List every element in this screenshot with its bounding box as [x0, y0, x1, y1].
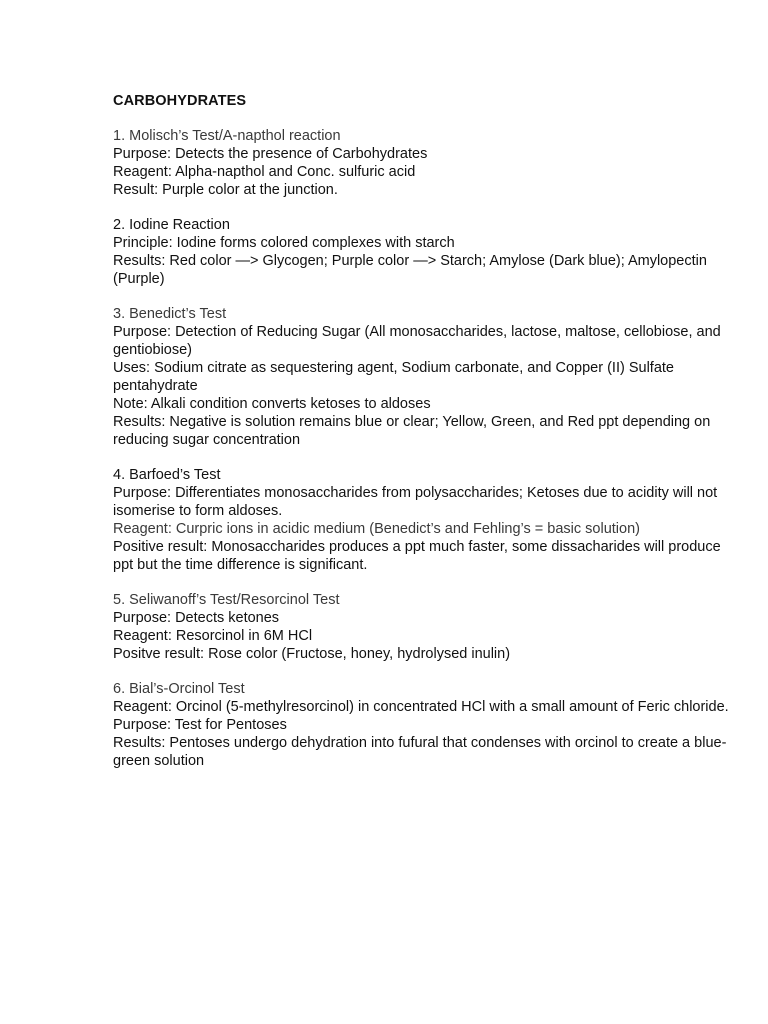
section-heading: 5. Seliwanoff’s Test/Resorcinol Test — [113, 592, 340, 608]
section-bial-orcinol-test — [113, 680, 733, 770]
section-line: Purpose: Test for Pentoses — [113, 717, 287, 733]
section-line: Results: Pentoses undergo dehydration into fufural that condenses with orcinol to create a blue-green solution — [113, 735, 727, 769]
section-line: Result: Purple color at the junction. — [113, 182, 338, 198]
document-title: CARBOHYDRATES — [113, 93, 247, 109]
section-line: Positve result: Rose color (Fructose, honey, hydrolysed inulin) — [113, 646, 511, 662]
section-line: Purpose: Detects the presence of Carbohydrates — [113, 146, 428, 162]
section-barfoed-test — [113, 466, 733, 574]
section-iodine-reaction — [113, 216, 733, 288]
section-line: Positive result: Monosaccharides produces a ppt much faster, some dissacharides will produce ppt but the time difference is significant. — [113, 539, 721, 573]
section-heading: 3. Benedict’s Test — [113, 306, 227, 322]
section-seliwanoff-test — [113, 591, 733, 663]
section-line: Note: Alkali condition converts ketoses to aldoses — [113, 396, 431, 412]
document-page — [113, 92, 733, 787]
section-line: Reagent: Curpric ions in acidic medium (Benedict’s and Fehling’s = basic solution) — [113, 521, 640, 537]
section-heading: 1. Molisch’s Test/A-napthol reaction — [113, 128, 341, 144]
section-line: Uses: Sodium citrate as sequestering agent, Sodium carbonate, and Copper (II) Sulfate pentahydrate — [113, 360, 674, 394]
section-line: Results: Negative is solution remains blue or clear; Yellow, Green, and Red ppt depending on reducing sugar concentration — [113, 414, 711, 448]
section-line: Reagent: Resorcinol in 6M HCl — [113, 628, 313, 644]
section-benedict-test — [113, 305, 733, 449]
section-line: Purpose: Detects ketones — [113, 610, 280, 626]
section-heading: 2. Iodine Reaction — [113, 217, 230, 233]
section-line: Purpose: Differentiates monosaccharides from polysaccharides; Ketoses due to acidity will not isomerise to form aldoses. — [113, 485, 718, 519]
section-heading: 6. Bial’s-Orcinol Test — [113, 681, 245, 697]
section-line: Purpose: Detection of Reducing Sugar (All monosaccharides, lactose, maltose, cellobiose, and gentiobiose) — [113, 324, 721, 358]
section-line: Reagent: Alpha-napthol and Conc. sulfuric acid — [113, 164, 416, 180]
section-line: Principle: Iodine forms colored complexes with starch — [113, 235, 455, 251]
section-molisch-test — [113, 127, 733, 199]
section-line: Results: Red color —> Glycogen; Purple color —> Starch; Amylose (Dark blue); Amylopectin (Purple) — [113, 253, 707, 287]
section-line: Reagent: Orcinol (5-methylresorcinol) in concentrated HCl with a small amount of Feric chloride. — [113, 699, 729, 715]
section-heading: 4. Barfoed’s Test — [113, 467, 221, 483]
